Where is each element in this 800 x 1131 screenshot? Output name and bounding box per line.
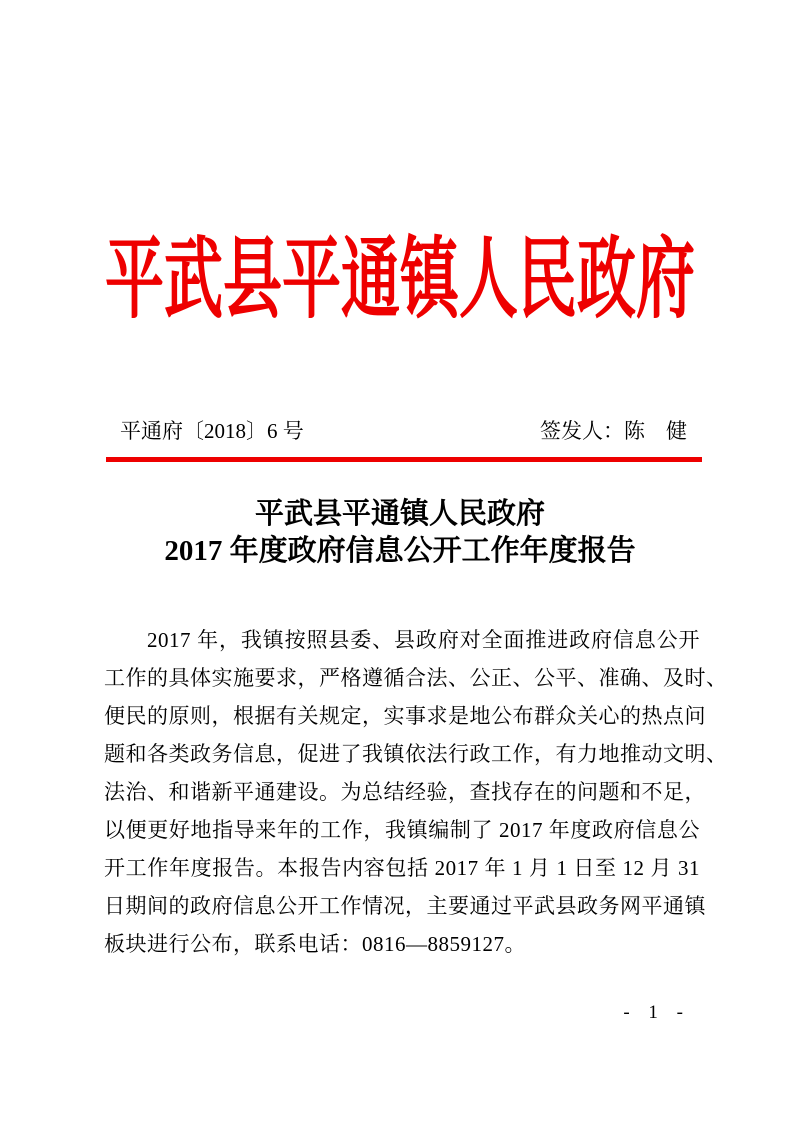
document-title	[0, 496, 800, 570]
agency-banner-text: 平武县平通镇人民政府	[104, 230, 695, 329]
doc-number: 平通府〔2018〕6 号	[120, 419, 304, 443]
body-line: 工作的具体实施要求，严格遵循合法、公正、公平、准确、及时、	[104, 666, 728, 690]
body-line: 以便更好地指导来年的工作，我镇编制了 2017 年度政府信息公	[104, 818, 700, 842]
body-line: 便民的原则，根据有关规定，实事求是地公布群众关心的热点问	[104, 704, 706, 728]
document-title-line1: 平武县平通镇人民政府	[254, 498, 545, 530]
body-line: 题和各类政务信息，促进了我镇依法行政工作，有力地推动文明、	[104, 742, 728, 766]
body-line: 板块进行公布，联系电话：0816—8859127。	[104, 932, 526, 956]
issuer-name: 签发人：陈 健	[540, 419, 687, 443]
document-title-line2: 2017 年度政府信息公开工作年度报告	[164, 535, 636, 567]
red-divider-line	[106, 457, 702, 462]
body-line: 开工作年度报告。本报告内容包括 2017 年 1 月 1 日至 12 月 31	[104, 856, 700, 880]
body-paragraph	[104, 621, 728, 963]
agency-banner	[0, 230, 800, 329]
body-line: 日期间的政府信息公开工作情况，主要通过平武县政务网平通镇	[104, 894, 706, 918]
body-line: 法治、和谐新平通建设。为总结经验，查找存在的问题和不足，	[104, 780, 706, 804]
body-line: 2017 年，我镇按照县委、县政府对全面推进政府信息公开	[147, 628, 700, 652]
page-number: - 1 -	[623, 1002, 687, 1023]
doc-info-line	[104, 419, 697, 443]
